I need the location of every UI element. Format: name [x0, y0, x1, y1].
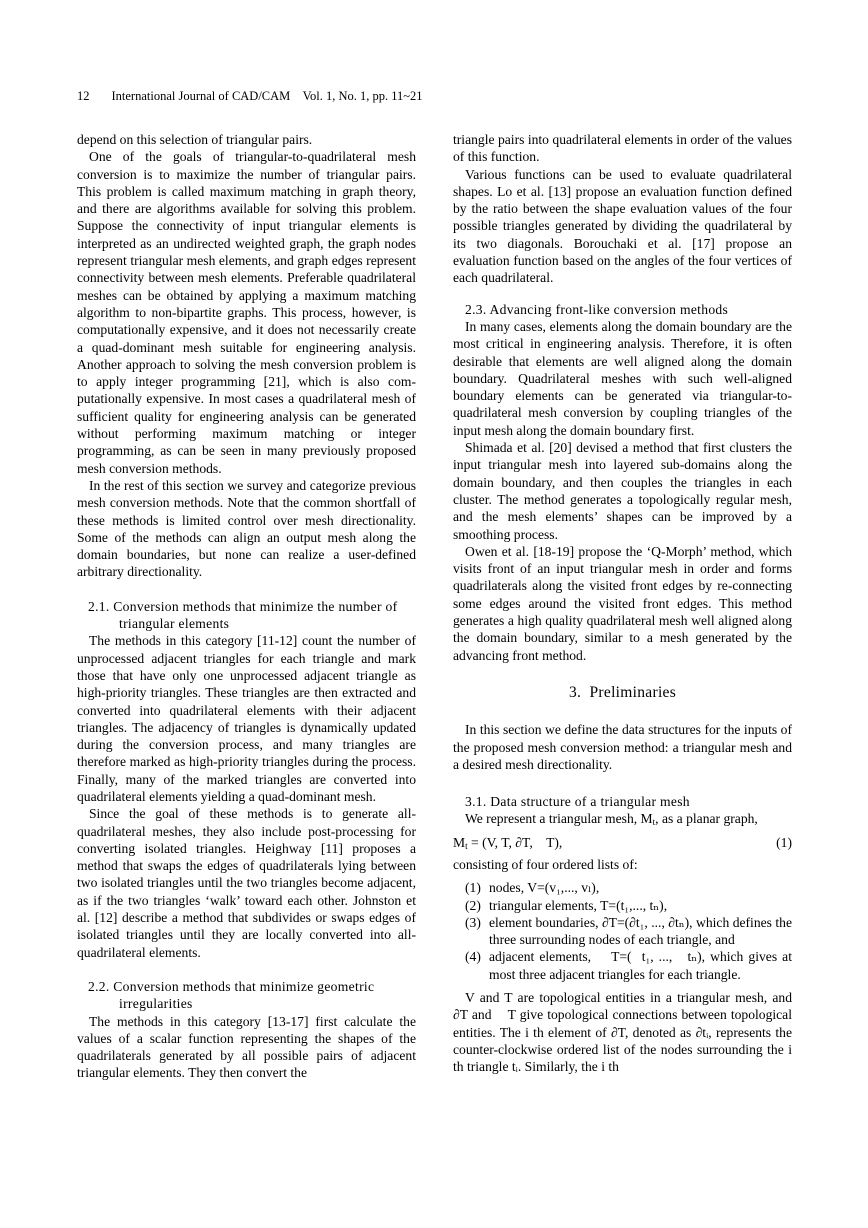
section-heading-3-1: 3.1. Data structure of a triangular mesh: [465, 794, 690, 810]
running-header: [77, 89, 423, 104]
list-item: [453, 879, 792, 896]
list-marker: (1): [465, 880, 481, 896]
subscript: t: [652, 817, 656, 828]
list-text: nodes, V=(v₁,..., vₗ),: [489, 880, 600, 896]
chapter-heading: 3. Preliminaries: [568, 683, 677, 701]
section-heading-2-2: 2.2. Conversion methods that minimize geometric irregularities: [88, 978, 375, 1012]
paragraph: Shimada et al. [20] devised a method that first clusters the input triangular mesh into layered sub-domains along the domain boundary, and then couples the triangles in each cluster. The method generates a topologically regular mesh, and the mesh elements’ shapes can be improved by a smoothing process.: [453, 440, 792, 542]
equation-number: (1): [776, 834, 792, 850]
paragraph: In many cases, elements along the domain boundary are the most critical in engineering analysis. Therefore, it is often desirable that elements are well aligned along the domain boundary. Quadrilateral meshes with such well-aligned boundary elements can be generated via triangular-to-quadrilateral mesh conversion by coupling triangles of the input mesh along the domain boundary first.: [453, 318, 792, 438]
list-marker: (4): [465, 949, 481, 965]
paragraph: Various functions can be used to evaluate quadrilateral shapes. Lo et al. [13] propose an evaluation function defined by the ratio between the shape evaluation values of the four possible triangles generated by dividing the quadrilateral by its two diagonals. Borouchaki et al. [17] propose an evaluation function based on the angles of the four vertices of each quadrilateral.: [453, 166, 792, 286]
right-column: [453, 131, 796, 1076]
equation-rhs: = (V, T, ∂T, T),: [467, 834, 563, 850]
left-column: [77, 131, 416, 1082]
list-item: [453, 914, 792, 949]
list-marker: (2): [465, 897, 481, 913]
list-item: [453, 897, 792, 914]
list-text: adjacent elements, T=( t₁, ..., tₙ), which gives at most three adjacent triangles for each triangle.: [489, 949, 796, 982]
paragraph: One of the goals of triangular-to-quadrilateral mesh conversion is to maximize the number of triangular pairs. This problem is called maximum matching in graph theory, and there are algorithms available for solving this problem. Suppose the connectivity of input triangular elements is interpreted as an undirected weighted graph, the graph nodes represent triangular mesh elements, and graph edges represent connectivity between mesh elements. Preferable quadrilateral meshes can be obtained by applying a maximum matching algorithm to non-bipartite graphs. This process, however, is computationally expensive, and it does not necessarily create a quad-dominant mesh suitable for engineering analysis. Another approach to solving the mesh conversion problem is to apply integer programming [21], which is also com-putationally expensive. In most cases a quadrilateral mesh of sufficient quality for engineering analysis can be generated without performing maximum matching or integer programming, as can be seen in many previously proposed mesh conversion methods.: [77, 149, 416, 476]
list-item: [453, 948, 796, 983]
equation-lhs: M: [453, 834, 466, 850]
paragraph: The methods in this category [11-12] count the number of unprocessed adjacent triangles for each triangle and mark those that have only one unprocessed adjacent triangle as high-priority triangles. These triangles are then extracted and converted into quadrilateral elements with their adjacent triangles. The adjacency of triangles is dynamically updated during the conversion process, and many triangles are therefore marked as high-priority triangles during the process. Finally, many of the marked triangles are converted into quadrilateral elements yielding a quad-dominant mesh.: [77, 633, 416, 804]
definition-list: [453, 879, 796, 983]
paragraph: In this section we define the data structures for the inputs of the proposed mesh conversion method: a triangular mesh and a desired mesh directionality.: [453, 722, 792, 772]
section-heading-2-1: 2.1. Conversion methods that minimize the number of triangular elements: [88, 598, 398, 632]
section-heading-2-3: 2.3. Advancing front-like conversion methods: [465, 301, 729, 317]
equation: [453, 834, 792, 851]
text-run: We represent a triangular mesh, M: [465, 811, 653, 827]
paragraph: [453, 810, 792, 827]
subscript: t: [465, 840, 468, 851]
equation-body: [453, 834, 562, 851]
paragraph: depend on this selection of triangular pairs.: [77, 132, 313, 147]
paragraph: consisting of four ordered lists of:: [453, 856, 638, 872]
paragraph: Owen et al. [18-19] propose the ‘Q-Morph’ method, which visits front of an input triangular mesh in order and forms quadrilaterals along the visited front edges by re-connecting some edges around the visited front edges. This method generates a high quality quadrilateral mesh well aligned along the domain boundary, similar to a mesh generated by the advancing front method.: [453, 543, 792, 663]
paragraph: The methods in this category [13-17] first calculate the values of a scalar function representing the shapes of the quadrilaterals generated by all possible pairs of adjacent triangular elements. They then convert the: [77, 1013, 416, 1081]
list-text: element boundaries, ∂T=(∂t₁, ..., ∂tₙ), which defines the three surrounding nodes of each triangle, and: [489, 914, 792, 948]
page-number: 12: [77, 89, 90, 103]
journal-citation: International Journal of CAD/CAM Vol. 1, No. 1, pp. 11~21: [111, 89, 423, 103]
paragraph: triangle pairs into quadrilateral elements in order of the values of this function.: [453, 132, 792, 165]
text-run: , as a planar graph,: [655, 811, 758, 827]
paragraph: V and T are topological entities in a triangular mesh, and ∂T and T give topological connections between topological entities. The i th element of ∂T, denoted as ∂tᵢ, represents the counter-clockwise ordered list of the nodes surrounding the i th triangle tᵢ. Similarly, the i th: [453, 990, 796, 1075]
list-marker: (3): [465, 914, 481, 930]
paragraph: In the rest of this section we survey and categorize previous mesh conversion methods. Note that the common shortfall of these methods is limited control over mesh directionality. Some of the methods can align an output mesh along the domain boundaries, but none can realize a user-defined arbitrary directionality.: [77, 477, 416, 580]
list-text: triangular elements, T=(t₁,..., tₙ),: [489, 897, 668, 913]
paragraph: Since the goal of these methods is to generate all-quadrilateral meshes, they also include post-processing for converting isolated triangles. Heighway [11] proposes a method that swaps the edges of quadrilaterals lying between two isolated triangles until the two triangles become adjacent, as if the two triangles ‘walk’ toward each other. Johnston et al. [12] describe a method that subdivides or swaps edges of isolated triangles until they are locally converted into all-quadrilateral elements.: [77, 806, 416, 960]
